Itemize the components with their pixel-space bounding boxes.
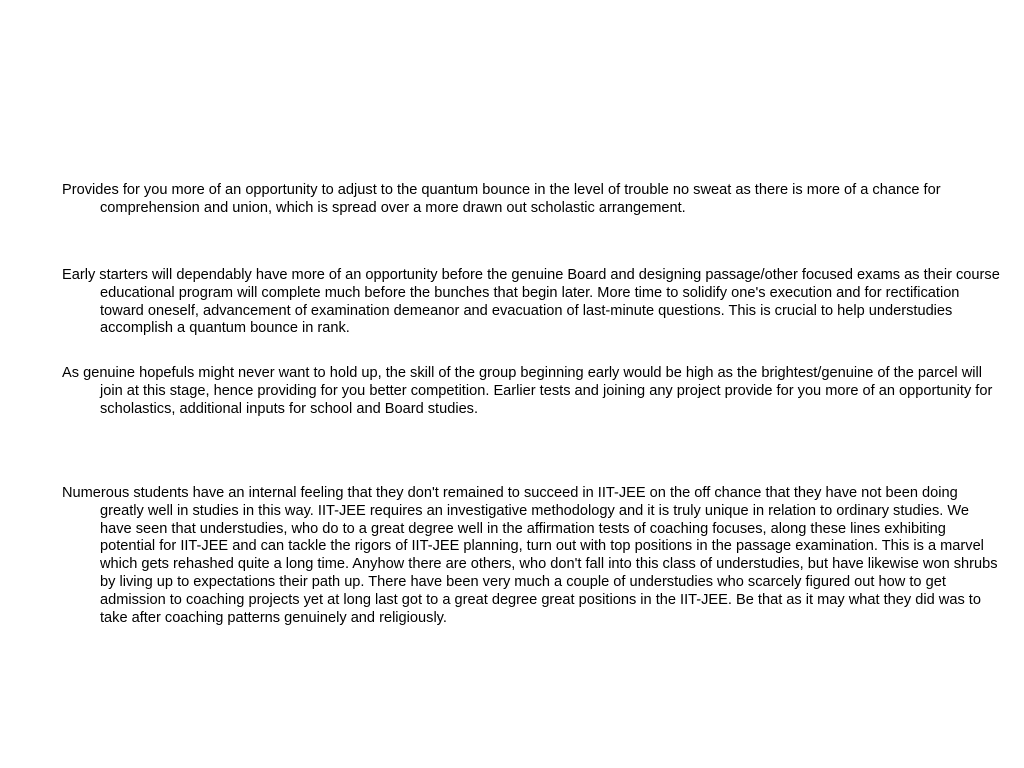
paragraph-early-starters: Early starters will dependably have more of an opportunity before the genuine Board and designing passage/other focused exams as their course educational program will complete much before the bunches that begin later. More time to solidify one's execution and for rectification toward oneself, advancement of examination demeanor and evacuation of last-minute questions. This is crucial to help understudies accomplish a quantum bounce in rank. xyxy=(62,267,1000,337)
paragraph-numerous-students: Numerous students have an internal feeling that they don't remained to succeed in IIT-JEE on the off chance that they have not been doing greatly well in studies in this way. IIT-JEE requires an investigative methodology and it is truly unique in relation to ordinary studies. We have seen that understudies, who do to a great degree well in the affirmation tests of coaching focuses, along these lines exhibiting potential for IIT-JEE and can tackle the rigors of IIT-JEE planning, turn out with top positions in the passage examination. This is a marvel which gets rehashed quite a long time. Anyhow there are others, who don't fall into this class of understudies, but have likewise won shrubs by living up to expectations their path up. There have been very much a couple of understudies who scarcely figured out how to get admission to coaching projects yet at long last got to a great degree great positions in the IIT-JEE. Be that as it may what they did was to take after coaching patterns genuinely and religiously. xyxy=(62,485,998,626)
paragraph-genuine-hopefuls: As genuine hopefuls might never want to hold up, the skill of the group beginning early would be high as the brightest/genuine of the parcel will join at this stage, hence providing for you better competition. Earlier tests and joining any project provide for you more of an opportunity for scholastics, additional inputs for school and Board studies. xyxy=(62,365,993,417)
paragraph-early-start-adjustment: Provides for you more of an opportunity to adjust to the quantum bounce in the level of trouble no sweat as there is more of a chance for comprehension and union, which is spread over a more drawn out scholastic arrangement. xyxy=(62,182,941,216)
